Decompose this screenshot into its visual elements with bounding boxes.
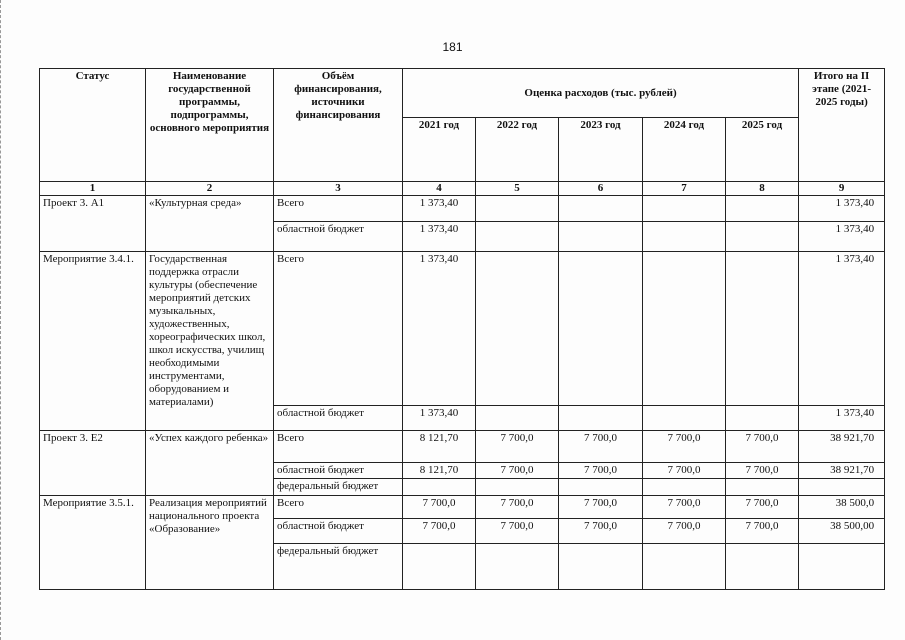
total-cell: 38 921,70 — [799, 463, 885, 479]
value-cell: 7 700,0 — [726, 519, 799, 544]
value-cell: 7 700,0 — [643, 431, 726, 463]
total-cell: 38 500,0 — [799, 496, 885, 519]
value-cell: 7 700,0 — [726, 463, 799, 479]
value-cell — [476, 252, 559, 406]
value-cell — [476, 406, 559, 431]
header-year-2025: 2025 год — [726, 118, 799, 182]
value-cell — [559, 406, 643, 431]
source-label: Всего — [274, 196, 403, 222]
value-cell — [643, 544, 726, 590]
value-cell — [559, 252, 643, 406]
source-label: областной бюджет — [274, 406, 403, 431]
value-cell: 8 121,70 — [403, 463, 476, 479]
col-number: 8 — [726, 182, 799, 196]
value-cell — [559, 222, 643, 252]
value-cell — [643, 196, 726, 222]
row-name: «Культурная среда» — [146, 196, 274, 252]
value-cell — [726, 544, 799, 590]
source-label: Всего — [274, 431, 403, 463]
value-cell — [403, 479, 476, 496]
value-cell: 7 700,0 — [643, 519, 726, 544]
source-label: областной бюджет — [274, 463, 403, 479]
total-cell — [799, 479, 885, 496]
col-number: 6 — [559, 182, 643, 196]
table-row — [40, 496, 885, 519]
header-funding: Объём финансирования, источники финансирования — [274, 69, 403, 182]
col-number: 2 — [146, 182, 274, 196]
total-cell: 1 373,40 — [799, 222, 885, 252]
value-cell — [643, 406, 726, 431]
value-cell: 8 121,70 — [403, 431, 476, 463]
value-cell: 7 700,0 — [476, 431, 559, 463]
value-cell — [559, 544, 643, 590]
row-status: Мероприятие 3.4.1. — [40, 252, 146, 431]
value-cell — [403, 544, 476, 590]
value-cell: 7 700,0 — [643, 463, 726, 479]
header-costs: Оценка расходов (тыс. рублей) — [403, 69, 799, 118]
value-cell — [476, 479, 559, 496]
budget-table — [39, 68, 885, 590]
value-cell — [476, 196, 559, 222]
value-cell: 1 373,40 — [403, 222, 476, 252]
source-label: областной бюджет — [274, 222, 403, 252]
header-row — [40, 69, 885, 118]
header-program: Наименование государственной программы, подпрограммы, основного мероприятия — [146, 69, 274, 182]
row-name: «Успех каждого ребенка» — [146, 431, 274, 496]
total-cell: 1 373,40 — [799, 252, 885, 406]
value-cell — [476, 544, 559, 590]
value-cell — [476, 222, 559, 252]
col-number: 9 — [799, 182, 885, 196]
source-label: федеральный бюджет — [274, 479, 403, 496]
source-label: федеральный бюджет — [274, 544, 403, 590]
total-cell: 1 373,40 — [799, 196, 885, 222]
table-row — [40, 431, 885, 463]
value-cell: 7 700,0 — [476, 519, 559, 544]
source-label: Всего — [274, 496, 403, 519]
value-cell: 1 373,40 — [403, 196, 476, 222]
total-cell: 38 921,70 — [799, 431, 885, 463]
total-cell: 1 373,40 — [799, 406, 885, 431]
row-name: Государственная поддержка отрасли культуры (обеспечение мероприятий детских музыкальных, художественных, хореографических школ, школ искусства, училищ необходимыми инструментами, оборудованием и материалами) — [146, 252, 274, 431]
value-cell — [726, 406, 799, 431]
row-status: Проект 3. А1 — [40, 196, 146, 252]
header-year-2021: 2021 год — [403, 118, 476, 182]
row-status: Мероприятие 3.5.1. — [40, 496, 146, 590]
value-cell — [559, 479, 643, 496]
total-cell: 38 500,00 — [799, 519, 885, 544]
value-cell — [726, 222, 799, 252]
col-number: 3 — [274, 182, 403, 196]
value-cell: 7 700,0 — [559, 431, 643, 463]
column-number-row — [40, 182, 885, 196]
table-row — [40, 196, 885, 222]
row-name: Реализация мероприятий национального проекта «Образование» — [146, 496, 274, 590]
row-status: Проект 3. Е2 — [40, 431, 146, 496]
source-label: Всего — [274, 252, 403, 406]
header-year-2023: 2023 год — [559, 118, 643, 182]
table-row — [40, 252, 885, 406]
value-cell — [726, 252, 799, 406]
col-number: 5 — [476, 182, 559, 196]
col-number: 1 — [40, 182, 146, 196]
value-cell — [643, 479, 726, 496]
header-year-2022: 2022 год — [476, 118, 559, 182]
value-cell — [559, 196, 643, 222]
page-edge — [0, 0, 4, 640]
page-number: 181 — [442, 40, 463, 54]
total-cell — [799, 544, 885, 590]
value-cell: 7 700,0 — [559, 463, 643, 479]
value-cell: 1 373,40 — [403, 252, 476, 406]
value-cell: 7 700,0 — [403, 496, 476, 519]
col-number: 4 — [403, 182, 476, 196]
value-cell — [643, 222, 726, 252]
value-cell: 7 700,0 — [476, 463, 559, 479]
value-cell: 7 700,0 — [476, 496, 559, 519]
source-label: областной бюджет — [274, 519, 403, 544]
header-total: Итого на II этапе (2021-2025 годы) — [799, 69, 885, 182]
value-cell: 7 700,0 — [643, 496, 726, 519]
header-year-2024: 2024 год — [643, 118, 726, 182]
value-cell — [726, 479, 799, 496]
value-cell: 1 373,40 — [403, 406, 476, 431]
col-number: 7 — [643, 182, 726, 196]
value-cell: 7 700,0 — [726, 496, 799, 519]
value-cell: 7 700,0 — [559, 496, 643, 519]
value-cell: 7 700,0 — [559, 519, 643, 544]
value-cell: 7 700,0 — [403, 519, 476, 544]
value-cell — [643, 252, 726, 406]
header-status: Статус — [40, 69, 146, 182]
value-cell: 7 700,0 — [726, 431, 799, 463]
value-cell — [726, 196, 799, 222]
